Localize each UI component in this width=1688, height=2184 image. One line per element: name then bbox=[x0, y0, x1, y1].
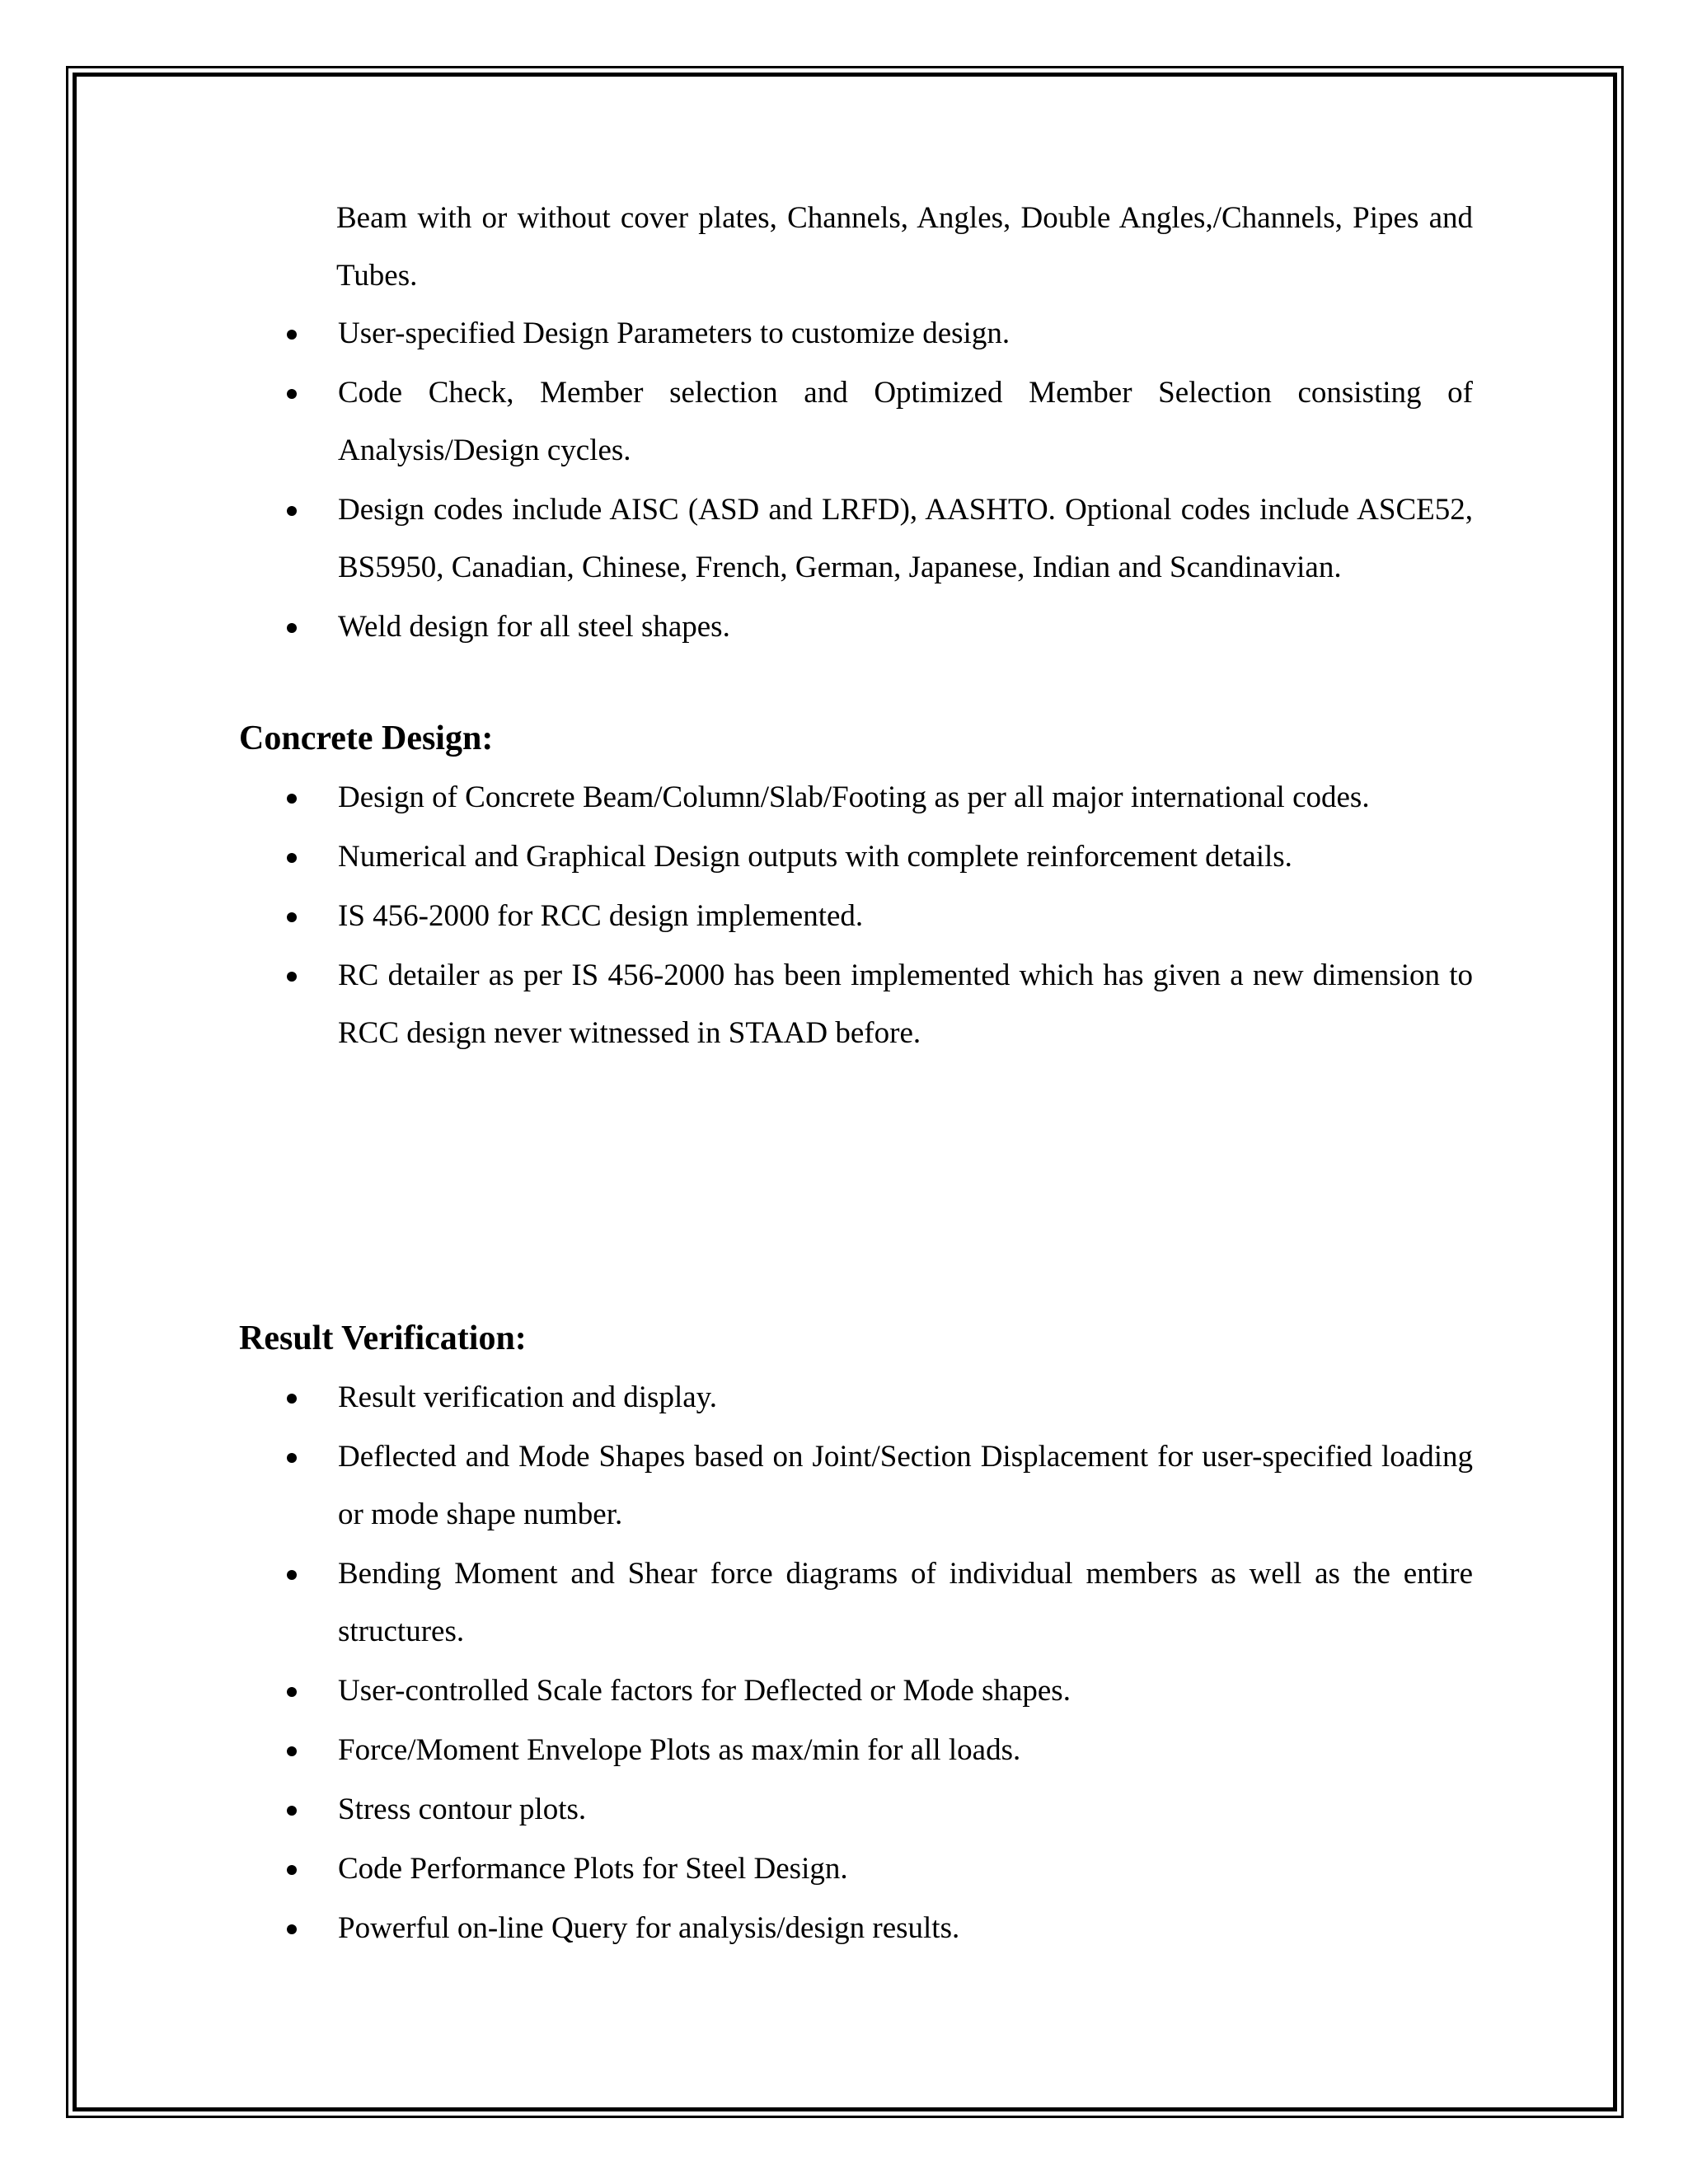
list-item bbox=[239, 888, 1473, 945]
bullet-icon bbox=[287, 1453, 297, 1463]
bullet-icon bbox=[287, 1746, 297, 1756]
bullet-icon bbox=[287, 330, 297, 340]
list-item-text: Stress contour plots. bbox=[338, 1793, 587, 1826]
list-item-text: Bending Moment and Shear force diagrams of individual members as well as the entire structures. bbox=[338, 1557, 1473, 1648]
bullet-icon bbox=[287, 389, 297, 399]
result-verification-heading: Result Verification: bbox=[239, 1319, 527, 1357]
list-item bbox=[239, 1781, 1473, 1839]
list-item bbox=[239, 1428, 1473, 1544]
list-item-text: Force/Moment Envelope Plots as max/min for all loads. bbox=[338, 1733, 1021, 1767]
bullet-icon bbox=[287, 912, 297, 922]
list-item-text: User-specified Design Parameters to customize design. bbox=[338, 316, 1010, 350]
bullet-icon bbox=[287, 506, 297, 516]
list-item-text: User-controlled Scale factors for Deflected or Mode shapes. bbox=[338, 1674, 1071, 1708]
steel-bullet-list bbox=[239, 305, 1473, 656]
bullet-icon bbox=[287, 1570, 297, 1580]
continued-paragraph: Beam with or without cover plates, Channels, Angles, Double Angles,/Channels, Pipes and Tubes. bbox=[336, 201, 1473, 293]
result-verification-section bbox=[239, 1310, 1473, 1957]
list-item bbox=[239, 1722, 1473, 1779]
steel-design-continued bbox=[239, 190, 1473, 656]
list-item-text: Result verification and display. bbox=[338, 1380, 717, 1414]
list-item bbox=[239, 1545, 1473, 1661]
list-item-text: Code Check, Member selection and Optimized Member Selection consisting of Analysis/Design cycles. bbox=[338, 376, 1473, 467]
page-content bbox=[239, 190, 1473, 1959]
bullet-icon bbox=[287, 972, 297, 982]
list-item bbox=[239, 1369, 1473, 1427]
list-item bbox=[239, 1840, 1473, 1898]
list-item-text: Numerical and Graphical Design outputs with complete reinforcement details. bbox=[338, 840, 1292, 874]
concrete-design-section bbox=[239, 710, 1473, 1062]
list-item bbox=[239, 305, 1473, 363]
bullet-icon bbox=[287, 1924, 297, 1934]
bullet-icon bbox=[287, 1865, 297, 1875]
list-item-text: RC detailer as per IS 456-2000 has been implemented which has given a new dimension to RCC design never witnessed in STAAD before. bbox=[338, 958, 1473, 1050]
list-item bbox=[239, 947, 1473, 1062]
list-item-text: Design codes include AISC (ASD and LRFD), AASHTO. Optional codes include ASCE52, BS5950, Canadian, Chinese, French, German, Japanese, Indian and Scandinavian. bbox=[338, 493, 1473, 584]
list-item-text: Code Performance Plots for Steel Design. bbox=[338, 1852, 848, 1886]
list-item-text: Deflected and Mode Shapes based on Joint/Section Displacement for user-specified loading or mode shape number. bbox=[338, 1440, 1473, 1531]
list-item bbox=[239, 769, 1473, 827]
list-item bbox=[239, 1900, 1473, 1957]
list-item bbox=[239, 1662, 1473, 1720]
list-item-text: Powerful on-line Query for analysis/design results. bbox=[338, 1911, 960, 1945]
bullet-icon bbox=[287, 623, 297, 633]
list-item-text: Weld design for all steel shapes. bbox=[338, 610, 730, 644]
list-item bbox=[239, 481, 1473, 597]
result-bullet-list bbox=[239, 1369, 1473, 1957]
bullet-icon bbox=[287, 853, 297, 863]
concrete-bullet-list bbox=[239, 769, 1473, 1062]
bullet-icon bbox=[287, 1394, 297, 1404]
bullet-icon bbox=[287, 1806, 297, 1816]
concrete-design-heading: Concrete Design: bbox=[239, 719, 494, 757]
list-item-text: IS 456-2000 for RCC design implemented. bbox=[338, 899, 864, 933]
list-item-text: Design of Concrete Beam/Column/Slab/Footing as per all major international codes. bbox=[338, 780, 1370, 814]
bullet-icon bbox=[287, 1687, 297, 1697]
list-item bbox=[239, 364, 1473, 480]
list-item bbox=[239, 598, 1473, 656]
list-item bbox=[239, 828, 1473, 886]
bullet-icon bbox=[287, 794, 297, 804]
